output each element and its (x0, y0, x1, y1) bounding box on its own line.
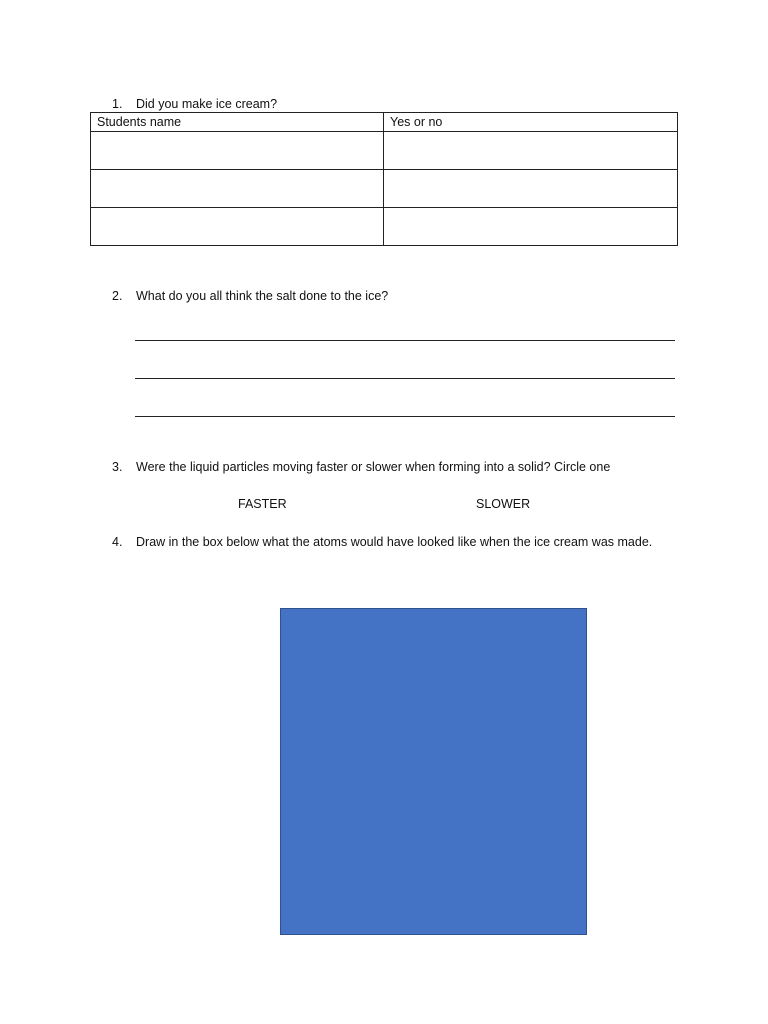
answer-line[interactable] (135, 416, 675, 417)
header-yes-or-no: Yes or no (384, 113, 678, 132)
question-number: 1. (112, 97, 123, 111)
yes-no-cell[interactable] (384, 132, 678, 170)
answer-line[interactable] (135, 340, 675, 341)
table-row (91, 208, 678, 246)
header-students-name: Students name (91, 113, 384, 132)
student-name-cell[interactable] (91, 208, 384, 246)
answer-line[interactable] (135, 378, 675, 379)
table-row (91, 170, 678, 208)
yes-no-cell[interactable] (384, 170, 678, 208)
question-text: Were the liquid particles moving faster or slower when forming into a solid? Circle one (136, 460, 611, 474)
yes-no-cell[interactable] (384, 208, 678, 246)
choice-slower[interactable]: SLOWER (476, 497, 531, 511)
question-number: 4. (112, 535, 123, 549)
question-text: Draw in the box below what the atoms would have looked like when the ice cream was made. (136, 535, 653, 549)
table-row (91, 132, 678, 170)
question-text: What do you all think the salt done to the ice? (136, 289, 389, 303)
choice-faster[interactable]: FASTER (238, 497, 287, 511)
question-text: Did you make ice cream? (136, 97, 278, 111)
student-name-cell[interactable] (91, 170, 384, 208)
question-number: 3. (112, 460, 123, 474)
question-number: 2. (112, 289, 123, 303)
table-header-row (91, 113, 678, 132)
student-name-cell[interactable] (91, 132, 384, 170)
drawing-box[interactable] (280, 608, 587, 935)
student-answer-table (90, 112, 678, 246)
